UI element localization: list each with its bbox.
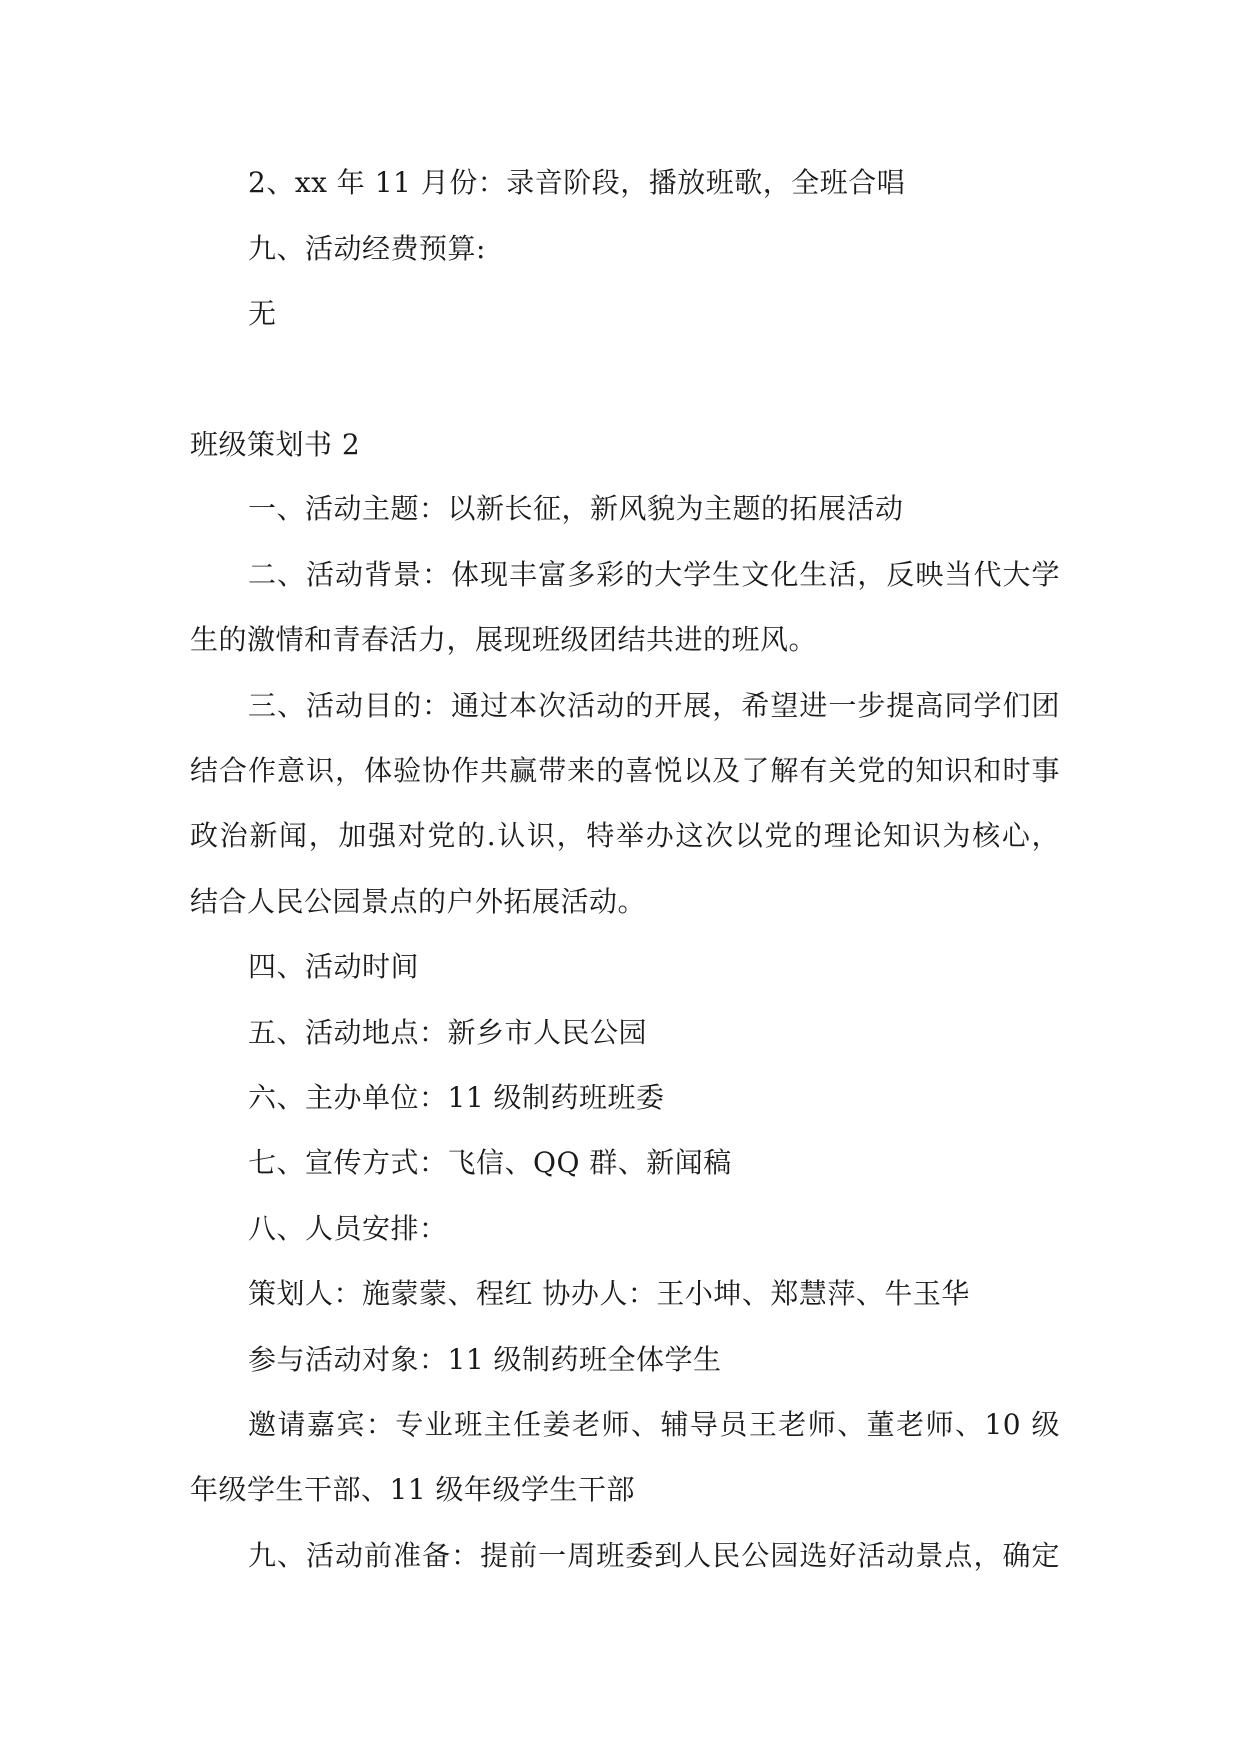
organizer: 六、主办单位：11 级制药班班委: [248, 1081, 665, 1114]
activity-background-line-1: 二、活动背景：体现丰富多彩的大学生文化生活，反映当代大学: [248, 558, 1060, 591]
staffing-heading: 八、人员安排：: [248, 1212, 448, 1245]
activity-purpose-line-3: 政治新闻，加强对党的.认识，特举办这次以党的理论知识为核心，: [190, 819, 1060, 852]
schedule-item-2: 2、xx 年 11 月份：录音阶段，播放班歌，全班合唱: [248, 166, 906, 199]
budget-value: 无: [248, 297, 277, 330]
activity-purpose-line-1: 三、活动目的：通过本次活动的开展，希望进一步提高同学们团: [248, 689, 1060, 722]
activity-location: 五、活动地点：新乡市人民公园: [248, 1016, 648, 1049]
activity-purpose-line-4: 结合人民公园景点的户外拓展活动。: [190, 885, 647, 918]
participants: 参与活动对象：11 级制药班全体学生: [248, 1343, 722, 1376]
planners: 策划人：施蒙蒙、程红 协办人：王小坤、郑慧萍、牛玉华: [248, 1277, 970, 1310]
activity-time: 四、活动时间: [248, 950, 420, 983]
guests-line-1: 邀请嘉宾：专业班主任姜老师、辅导员王老师、董老师、10 级: [248, 1408, 1060, 1441]
publicity-method: 七、宣传方式：飞信、QQ 群、新闻稿: [248, 1146, 732, 1179]
section-title: 班级策划书 2: [190, 428, 361, 461]
activity-purpose-line-2: 结合作意识，体验协作共赢带来的喜悦以及了解有关党的知识和时事: [190, 754, 1060, 787]
activity-background-line-2: 生的激情和青春活力，展现班级团结共进的班风。: [190, 623, 818, 656]
activity-theme: 一、活动主题：以新长征，新风貌为主题的拓展活动: [248, 492, 904, 525]
preparation-line-1: 九、活动前准备：提前一周班委到人民公园选好活动景点，确定: [248, 1539, 1060, 1572]
budget-heading: 九、活动经费预算:: [248, 232, 486, 265]
guests-line-2: 年级学生干部、11 级年级学生干部: [190, 1473, 636, 1506]
